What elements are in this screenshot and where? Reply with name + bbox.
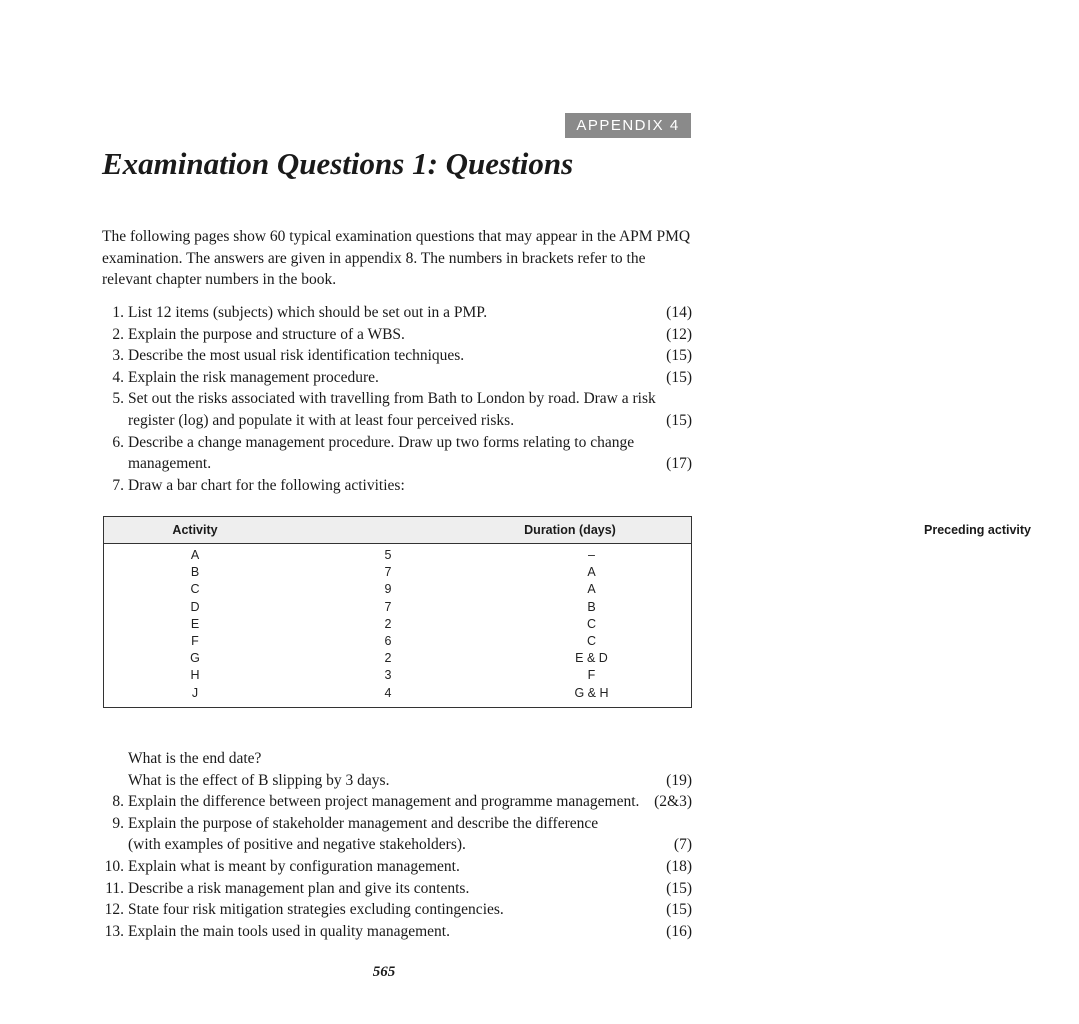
question-chapter-ref: (19) <box>666 771 692 789</box>
question-line <box>102 813 692 835</box>
page-title: Examination Questions 1: Questions <box>102 146 574 181</box>
question-text: What is the effect of B slipping by 3 days. <box>128 771 390 789</box>
question-number: 3. <box>112 347 124 365</box>
question-chapter-ref: (18) <box>666 857 692 875</box>
question-chapter-ref: (12) <box>666 325 692 343</box>
question-text: Set out the risks associated with travelling from Bath to London by road. Draw a risk <box>128 390 656 408</box>
question-chapter-ref: (2&3) <box>654 793 692 811</box>
question-text: Explain the purpose of stakeholder management and describe the difference <box>128 814 599 832</box>
question-chapter-ref: (7) <box>673 836 692 854</box>
question-chapter-ref: (14) <box>666 304 692 321</box>
header-preceding-activity: Preceding activity <box>924 523 1031 537</box>
question-line <box>102 834 692 856</box>
cell-activity: H <box>190 668 200 683</box>
question-line <box>102 302 692 324</box>
question-line <box>102 878 692 900</box>
question-line <box>102 899 692 921</box>
appendix-label: APPENDIX 4 <box>565 113 691 138</box>
question-text: Describe a change management procedure. Draw up two forms relating to change <box>128 433 635 451</box>
table-row <box>104 547 691 564</box>
question-line <box>102 345 692 367</box>
question-number: 8. <box>112 793 124 811</box>
cell-preceding-activity: – <box>588 548 595 562</box>
page-number: 565 <box>372 964 396 980</box>
question-text: Explain what is meant by configuration management. <box>128 857 460 875</box>
question-line <box>102 388 692 410</box>
question-chapter-ref: (17) <box>666 455 692 473</box>
cell-preceding-activity: B <box>587 599 596 614</box>
cell-preceding-activity: A <box>587 582 596 597</box>
cell-activity: F <box>191 633 199 648</box>
question-chapter-ref: (15) <box>666 901 692 919</box>
question-line <box>102 770 692 792</box>
table-row <box>104 685 691 702</box>
cell-activity: J <box>191 685 199 700</box>
question-line <box>102 748 692 770</box>
table-header-row <box>104 517 1031 544</box>
question-text: Explain the difference between project management and programme management. <box>128 793 640 811</box>
cell-duration: 2 <box>384 651 392 666</box>
question-chapter-ref: (15) <box>666 879 692 897</box>
cell-activity: B <box>190 565 200 580</box>
cell-duration: 2 <box>384 616 392 631</box>
question-line <box>102 856 692 878</box>
question-line <box>102 432 692 454</box>
activity-table <box>103 516 1031 708</box>
table-row <box>104 650 691 667</box>
header-activity: Activity <box>172 523 218 537</box>
question-list-part1 <box>102 302 692 496</box>
question-text: (with examples of positive and negative stakeholders). <box>128 836 466 854</box>
intro-paragraph: The following pages show 60 typical examination questions that may appear in the APM PMQ examination. The answers are given in appendix 8. The numbers in brackets refer to the relevant chapter numbers in the book. <box>102 228 691 288</box>
cell-duration: 7 <box>384 599 392 614</box>
question-chapter-ref: (15) <box>666 368 692 386</box>
table-row <box>104 667 691 684</box>
question-number: 2. <box>112 325 124 343</box>
question-text: What is the end date? <box>128 750 262 767</box>
question-text: Explain the main tools used in quality management. <box>128 922 450 940</box>
question-text: management. <box>128 455 212 473</box>
header-duration: Duration (days) <box>524 523 616 537</box>
question-text: register (log) and populate it with at least four perceived risks. <box>128 411 515 429</box>
question-chapter-ref: (15) <box>666 347 692 365</box>
question-number: 1. <box>112 304 124 321</box>
question-line <box>102 324 692 346</box>
question-line <box>102 410 692 432</box>
cell-preceding-activity: G & H <box>574 685 609 700</box>
cell-preceding-activity: E & D <box>575 651 608 666</box>
question-number: 7. <box>112 476 124 494</box>
question-number: 11. <box>105 879 124 897</box>
question-chapter-ref: (16) <box>666 922 692 940</box>
cell-duration: 6 <box>384 633 392 648</box>
question-text: State four risk mitigation strategies excluding contingencies. <box>128 901 504 919</box>
question-text: List 12 items (subjects) which should be set out in a PMP. <box>128 304 488 321</box>
question-number: 5. <box>112 390 124 408</box>
question-number: 4. <box>112 368 124 386</box>
cell-duration: 9 <box>384 582 392 597</box>
question-line <box>102 453 692 475</box>
cell-activity: E <box>190 616 200 631</box>
cell-duration: 4 <box>384 685 392 700</box>
question-chapter-ref: (15) <box>666 411 692 429</box>
question-text: Explain the risk management procedure. <box>128 368 379 386</box>
table-body <box>104 544 691 702</box>
cell-activity: A <box>190 548 200 562</box>
question-text: Describe a risk management plan and give its contents. <box>128 879 470 897</box>
cell-preceding-activity: C <box>586 633 597 648</box>
question-list-part2 <box>102 748 692 942</box>
question-number: 6. <box>112 433 124 451</box>
question-text: Draw a bar chart for the following activities: <box>128 476 405 494</box>
question-line <box>102 475 692 497</box>
table-row <box>104 599 691 616</box>
question-line <box>102 921 692 943</box>
question-text: Explain the purpose and structure of a WBS. <box>128 325 405 343</box>
cell-activity: C <box>190 582 200 597</box>
table-row <box>104 564 691 581</box>
table-row <box>104 616 691 633</box>
cell-duration: 5 <box>384 548 392 562</box>
question-line <box>102 367 692 389</box>
question-number: 12. <box>104 901 124 919</box>
question-number: 13. <box>104 922 124 940</box>
table-row <box>104 581 691 598</box>
cell-activity: D <box>190 599 200 614</box>
question-line <box>102 791 692 813</box>
cell-preceding-activity: C <box>586 616 597 631</box>
table-row <box>104 633 691 650</box>
question-number: 10. <box>104 857 124 875</box>
cell-preceding-activity: F <box>587 668 596 683</box>
cell-duration: 3 <box>384 668 392 683</box>
question-number: 9. <box>112 814 124 832</box>
cell-duration: 7 <box>384 565 392 580</box>
cell-preceding-activity: A <box>587 565 596 580</box>
question-text: Describe the most usual risk identification techniques. <box>128 347 465 365</box>
cell-activity: G <box>190 651 200 666</box>
